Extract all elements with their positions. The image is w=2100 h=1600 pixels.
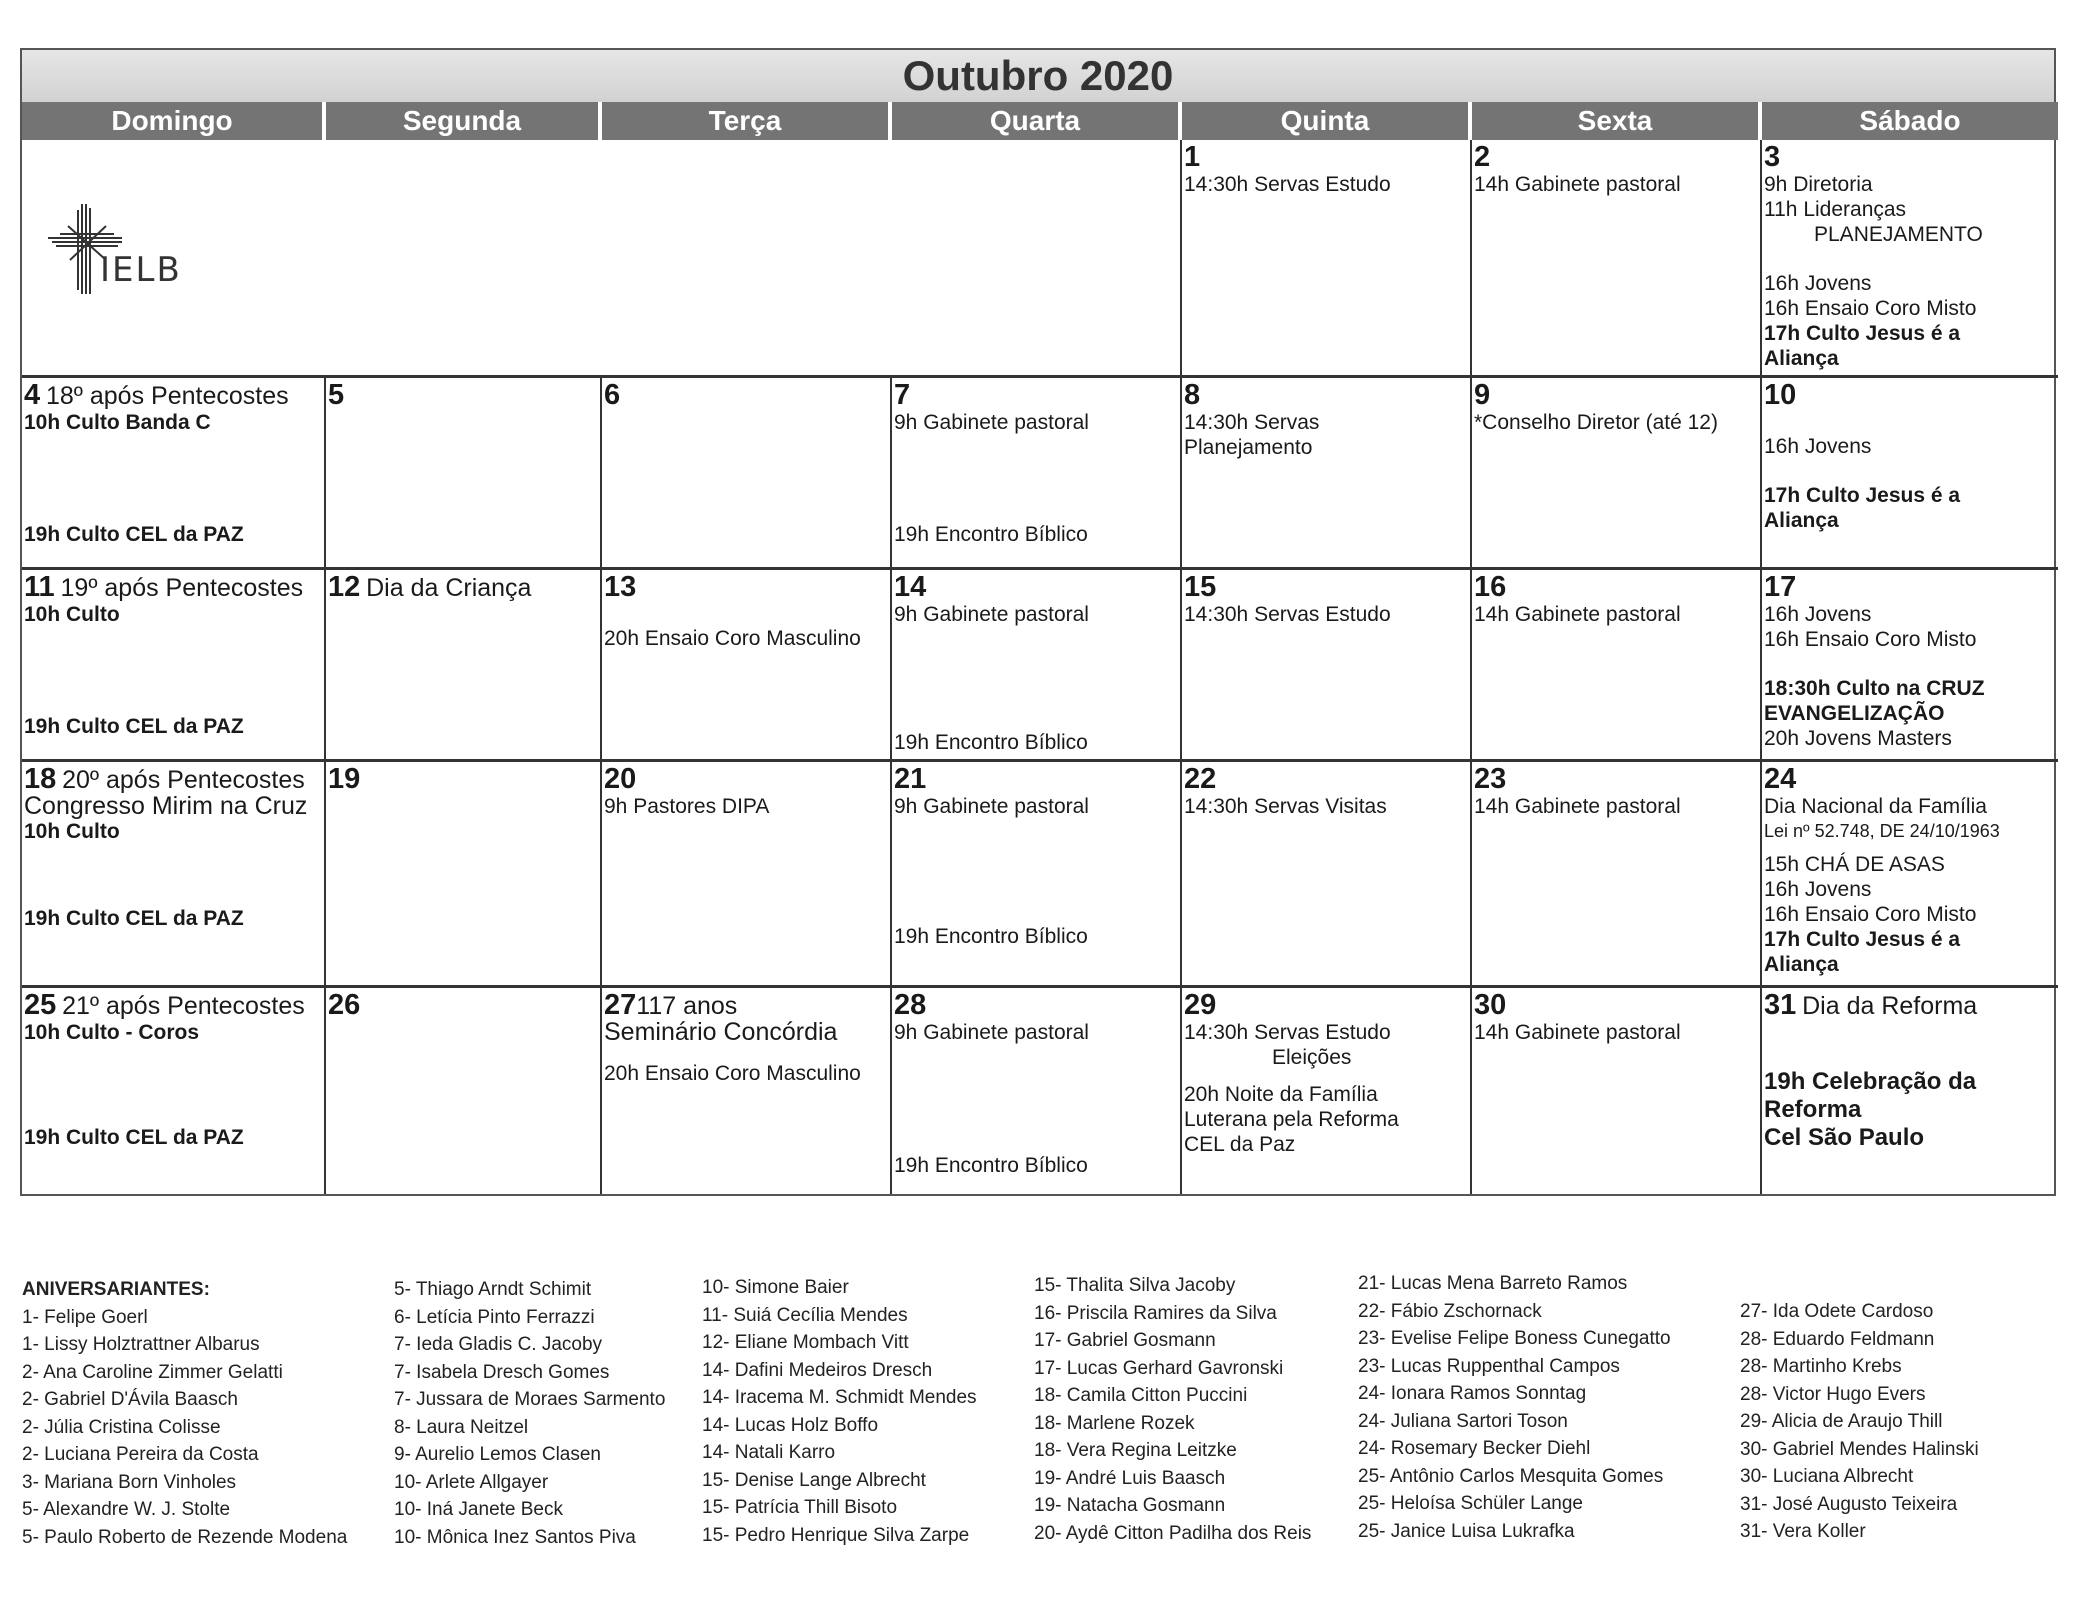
day-number: 4	[24, 379, 41, 411]
event: 9h Gabinete pastoral	[894, 411, 1089, 434]
day-cell-20	[602, 762, 892, 988]
list-item: 28- Victor Hugo Evers	[1740, 1383, 1926, 1405]
list-item: 17- Lucas Gerhard Gavronski	[1034, 1357, 1284, 1379]
anniversary-heading: 117 anos	[636, 992, 738, 1020]
event: 18:30h Culto na CRUZ	[1764, 677, 1985, 700]
day-number: 12	[328, 571, 361, 603]
list-item: 10- Simone Baier	[702, 1277, 849, 1298]
calendar-title: Outubro 2020	[22, 50, 2054, 102]
weekday-wednesday: Quarta	[892, 102, 1182, 140]
event: Dia Nacional da Família	[1764, 795, 1987, 818]
event: 14h Gabinete pastoral	[1474, 173, 1681, 196]
event: 10h Culto Banda C	[24, 411, 211, 434]
event: Luterana pela Reforma	[1184, 1108, 1399, 1131]
day-cell-3	[1762, 140, 2058, 378]
birthday-column-6	[1740, 1298, 1979, 1546]
day-cell-21	[892, 762, 1182, 988]
day-number: 30	[1474, 989, 1507, 1021]
day-cell-17	[1762, 570, 2058, 762]
event: 10h Culto - Coros	[24, 1021, 200, 1044]
weekday-saturday: Sábado	[1762, 102, 2058, 140]
day-number: 8	[1184, 379, 1201, 411]
event: 10h Culto	[24, 603, 120, 626]
list-item: 18- Vera Regina Leitzke	[1034, 1440, 1237, 1461]
list-item: 2- Gabriel D'Ávila Baasch	[22, 1389, 238, 1410]
event: 14h Gabinete pastoral	[1474, 795, 1681, 818]
day-number: 23	[1474, 763, 1507, 795]
day-cell-6	[602, 378, 892, 570]
event: 16h Ensaio Coro Misto	[1764, 903, 1977, 926]
list-item: 19- Natacha Gosmann	[1034, 1495, 1226, 1516]
event: 19h Culto CEL da PAZ	[24, 715, 244, 738]
day-cell-13	[602, 570, 892, 762]
weekday-thursday: Quinta	[1182, 102, 1472, 140]
holiday-label: Dia da Criança	[366, 574, 532, 602]
event: *Conselho Diretor (até 12)	[1474, 411, 1718, 434]
day-cell-4	[22, 378, 326, 570]
day-cell-16	[1472, 570, 1762, 762]
day-number: 13	[604, 571, 637, 603]
event: 14:30h Servas Estudo	[1184, 173, 1391, 196]
event: 16h Jovens	[1764, 878, 1872, 901]
event: 19h Culto CEL da PAZ	[24, 1126, 244, 1149]
list-item: 20- Aydê Citton Padilha dos Reis	[1034, 1522, 1312, 1544]
event: 16h Jovens	[1764, 272, 1872, 295]
event: 10h Culto	[24, 820, 120, 843]
list-item: 16- Priscila Ramires da Silva	[1034, 1302, 1277, 1324]
event: Cel São Paulo	[1764, 1124, 1925, 1151]
day-number: 21	[894, 763, 927, 795]
list-item: 15- Thalita Silva Jacoby	[1034, 1275, 1236, 1296]
list-item: 5- Paulo Roberto de Rezende Modena	[22, 1526, 348, 1548]
weekday-sunday: Domingo	[22, 102, 326, 140]
event: 14:30h Servas Visitas	[1184, 795, 1387, 818]
event: 9h Gabinete pastoral	[894, 1021, 1089, 1044]
day-number: 10	[1764, 379, 1797, 411]
event: 16h Ensaio Coro Misto	[1764, 628, 1977, 651]
day-number: 17	[1764, 571, 1797, 603]
day-cell-12	[326, 570, 602, 762]
event: Seminário Concórdia	[604, 1018, 838, 1046]
event: 17h Culto Jesus é a	[1764, 484, 1961, 507]
list-item: 7- Ieda Gladis C. Jacoby	[394, 1334, 603, 1355]
event: EVANGELIZAÇÃO	[1764, 702, 1945, 725]
day-cell-14	[892, 570, 1182, 762]
day-cell-11	[22, 570, 326, 762]
day-cell-19	[326, 762, 602, 988]
event: 19h Culto CEL da PAZ	[24, 523, 244, 546]
day-cell-28	[892, 988, 1182, 1194]
list-item: 14- Dafini Medeiros Dresch	[702, 1359, 933, 1381]
day-number: 29	[1184, 989, 1217, 1021]
day-number: 19	[328, 763, 361, 795]
weekday-friday: Sexta	[1472, 102, 1762, 140]
list-item: 24- Ionara Ramos Sonntag	[1358, 1383, 1587, 1404]
list-item: 15- Patrícia Thill Bisoto	[702, 1497, 898, 1518]
event: 17h Culto Jesus é a	[1764, 322, 1961, 345]
list-item: 5- Thiago Arndt Schimit	[394, 1279, 592, 1300]
birthday-list	[22, 1268, 2082, 1568]
holiday-label: Dia da Reforma	[1802, 992, 1978, 1020]
event: Aliança	[1764, 509, 1839, 532]
liturgical-heading: 18º após Pentecostes	[45, 382, 289, 410]
day-number: 2	[1474, 141, 1491, 173]
day-number: 16	[1474, 571, 1507, 603]
list-item: 7- Jussara de Moraes Sarmento	[394, 1389, 666, 1410]
day-number: 18	[24, 763, 57, 795]
day-cell-9	[1472, 378, 1762, 570]
day-cell-8	[1182, 378, 1472, 570]
list-item: 6- Letícia Pinto Ferrazzi	[394, 1306, 595, 1328]
event: CEL da Paz	[1184, 1133, 1296, 1156]
list-item: 1- Felipe Goerl	[22, 1306, 148, 1328]
list-item: 24- Rosemary Becker Diehl	[1358, 1438, 1591, 1459]
event: 16h Jovens	[1764, 603, 1872, 626]
day-number: 6	[604, 379, 621, 411]
event: Aliança	[1764, 953, 1839, 976]
list-item: 10- Iná Janete Beck	[394, 1499, 563, 1520]
event: 19h Encontro Bíblico	[894, 1154, 1088, 1177]
list-item: 21- Lucas Mena Barreto Ramos	[1358, 1273, 1628, 1294]
list-item: 15- Denise Lange Albrecht	[702, 1469, 926, 1491]
day-number: 11	[24, 571, 55, 603]
list-item: 23- Evelise Felipe Boness Cunegatto	[1358, 1328, 1671, 1349]
event: Planejamento	[1184, 436, 1313, 459]
event: 19h Encontro Bíblico	[894, 731, 1088, 754]
list-item: 11- Suiá Cecília Mendes	[702, 1304, 908, 1326]
liturgical-heading: 20º após Pentecostes	[62, 766, 305, 794]
logo-area	[22, 140, 1182, 378]
day-number: 14	[894, 571, 927, 603]
list-item: 25- Antônio Carlos Mesquita Gomes	[1358, 1465, 1664, 1487]
day-cell-23	[1472, 762, 1762, 988]
day-number: 1	[1184, 141, 1201, 173]
list-item: 17- Gabriel Gosmann	[1034, 1330, 1216, 1351]
day-cell-26	[326, 988, 602, 1194]
list-item: 9- Aurelio Lemos Clasen	[394, 1444, 601, 1465]
list-item: 31- Vera Koller	[1740, 1521, 1866, 1542]
event: 20h Jovens Masters	[1764, 727, 1952, 750]
day-number: 20	[604, 763, 637, 795]
list-item: 27- Ida Odete Cardoso	[1740, 1301, 1934, 1322]
list-item: 30- Gabriel Mendes Halinski	[1740, 1438, 1979, 1460]
event: 16h Ensaio Coro Misto	[1764, 297, 1977, 320]
day-number: 26	[328, 989, 361, 1021]
list-item: 19- André Luis Baasch	[1034, 1467, 1226, 1489]
list-item: 14- Natali Karro	[702, 1442, 836, 1463]
list-item: 3- Mariana Born Vinholes	[22, 1471, 237, 1493]
event: 19h Celebração da	[1764, 1068, 1977, 1095]
list-item: 22- Fábio Zschornack	[1358, 1300, 1542, 1322]
day-number: 7	[894, 379, 911, 411]
day-cell-5	[326, 378, 602, 570]
day-number: 3	[1764, 141, 1781, 173]
list-item: 2- Júlia Cristina Colisse	[22, 1416, 221, 1438]
event: 20h Ensaio Coro Masculino	[604, 627, 861, 650]
day-number: 25	[24, 989, 57, 1021]
logo-text: IELB	[100, 250, 182, 290]
event: 14:30h Servas	[1184, 411, 1320, 434]
day-cell-29	[1182, 988, 1472, 1194]
list-item: 12- Eliane Mombach Vitt	[702, 1332, 909, 1353]
list-item: 1- Lissy Holztrattner Albarus	[22, 1334, 260, 1355]
day-number: 15	[1184, 571, 1217, 603]
list-item: 18- Camila Citton Puccini	[1034, 1385, 1248, 1406]
event: 9h Pastores DIPA	[604, 795, 770, 818]
list-item: 2- Luciana Pereira da Costa	[22, 1444, 259, 1465]
list-item: 24- Juliana Sartori Toson	[1358, 1410, 1568, 1432]
liturgical-heading: 21º após Pentecostes	[62, 992, 305, 1020]
list-item: 7- Isabela Dresch Gomes	[394, 1361, 610, 1383]
day-cell-7	[892, 378, 1182, 570]
birthday-heading: ANIVERSARIANTES:	[22, 1279, 210, 1300]
day-cell-30	[1472, 988, 1762, 1194]
event: Eleições	[1272, 1046, 1352, 1069]
calendar-grid	[22, 140, 2054, 1194]
birthday-column-3	[702, 1274, 977, 1549]
list-item: 25- Heloísa Schüler Lange	[1358, 1493, 1583, 1514]
day-cell-18	[22, 762, 326, 988]
list-item: 2- Ana Caroline Zimmer Gelatti	[22, 1361, 283, 1383]
birthday-column-5	[1358, 1270, 1671, 1545]
list-item: 31- José Augusto Teixeira	[1740, 1493, 1958, 1515]
day-number: 22	[1184, 763, 1217, 795]
event: 14:30h Servas Estudo	[1184, 1021, 1391, 1044]
event: 14h Gabinete pastoral	[1474, 603, 1681, 626]
list-item: 18- Marlene Rozek	[1034, 1412, 1195, 1434]
list-item: 8- Laura Neitzel	[394, 1416, 529, 1438]
event: 19h Encontro Bíblico	[894, 523, 1088, 546]
calendar	[20, 48, 2056, 1196]
list-item: 29- Alicia de Araujo Thill	[1740, 1411, 1943, 1432]
list-item: 25- Janice Luisa Lukrafka	[1358, 1520, 1575, 1542]
event: 17h Culto Jesus é a	[1764, 928, 1961, 951]
weekday-monday: Segunda	[326, 102, 602, 140]
event: 19h Culto CEL da PAZ	[24, 907, 244, 930]
day-cell-10	[1762, 378, 2058, 570]
birthday-column-4	[1034, 1272, 1311, 1547]
list-item: 10- Mônica Inez Santos Piva	[394, 1526, 636, 1548]
event: Lei nº 52.748, DE 24/10/1963	[1764, 821, 2000, 841]
day-cell-27	[602, 988, 892, 1194]
event: Congresso Mirim na Cruz	[24, 792, 308, 820]
day-cell-2	[1472, 140, 1762, 378]
list-item: 28- Eduardo Feldmann	[1740, 1328, 1935, 1350]
day-cell-22	[1182, 762, 1472, 988]
event: Reforma	[1764, 1096, 1862, 1123]
list-item: 23- Lucas Ruppenthal Campos	[1358, 1355, 1620, 1377]
day-cell-25	[22, 988, 326, 1194]
list-item: 28- Martinho Krebs	[1740, 1356, 1902, 1377]
event: Aliança	[1764, 347, 1839, 370]
event: 19h Encontro Bíblico	[894, 925, 1088, 948]
event: 20h Noite da Família	[1184, 1083, 1378, 1106]
event: 9h Diretoria	[1764, 173, 1873, 196]
weekday-header-row	[22, 102, 2054, 140]
event: 14h Gabinete pastoral	[1474, 1021, 1681, 1044]
weekday-tuesday: Terça	[602, 102, 892, 140]
day-cell-15	[1182, 570, 1472, 762]
event: 14:30h Servas Estudo	[1184, 603, 1391, 626]
day-number: 5	[328, 379, 345, 411]
list-item: 5- Alexandre W. J. Stolte	[22, 1499, 231, 1520]
birthday-column-1	[22, 1276, 347, 1551]
day-number: 24	[1764, 763, 1797, 795]
liturgical-heading: 19º após Pentecostes	[60, 574, 304, 602]
day-cell-24	[1762, 762, 2058, 988]
event: 9h Gabinete pastoral	[894, 795, 1089, 818]
event: 20h Ensaio Coro Masculino	[604, 1062, 861, 1085]
list-item: 14- Lucas Holz Boffo	[702, 1414, 879, 1436]
day-number: 28	[894, 989, 927, 1021]
list-item: 10- Arlete Allgayer	[394, 1471, 549, 1493]
birthday-column-2	[394, 1276, 665, 1551]
event: 9h Gabinete pastoral	[894, 603, 1089, 626]
list-item: 30- Luciana Albrecht	[1740, 1466, 1914, 1487]
event: PLANEJAMENTO	[1814, 223, 1983, 246]
day-cell-1	[1182, 140, 1472, 378]
list-item: 15- Pedro Henrique Silva Zarpe	[702, 1524, 970, 1546]
event: 15h CHÁ DE ASAS	[1764, 853, 1945, 876]
event: 16h Jovens	[1764, 435, 1872, 458]
day-cell-31	[1762, 988, 2058, 1194]
day-number: 9	[1474, 379, 1491, 411]
event: 11h Lideranças	[1764, 198, 1907, 221]
list-item: 14- Iracema M. Schmidt Mendes	[702, 1387, 977, 1408]
day-number: 31	[1764, 989, 1797, 1021]
day-number: 27	[604, 989, 637, 1021]
